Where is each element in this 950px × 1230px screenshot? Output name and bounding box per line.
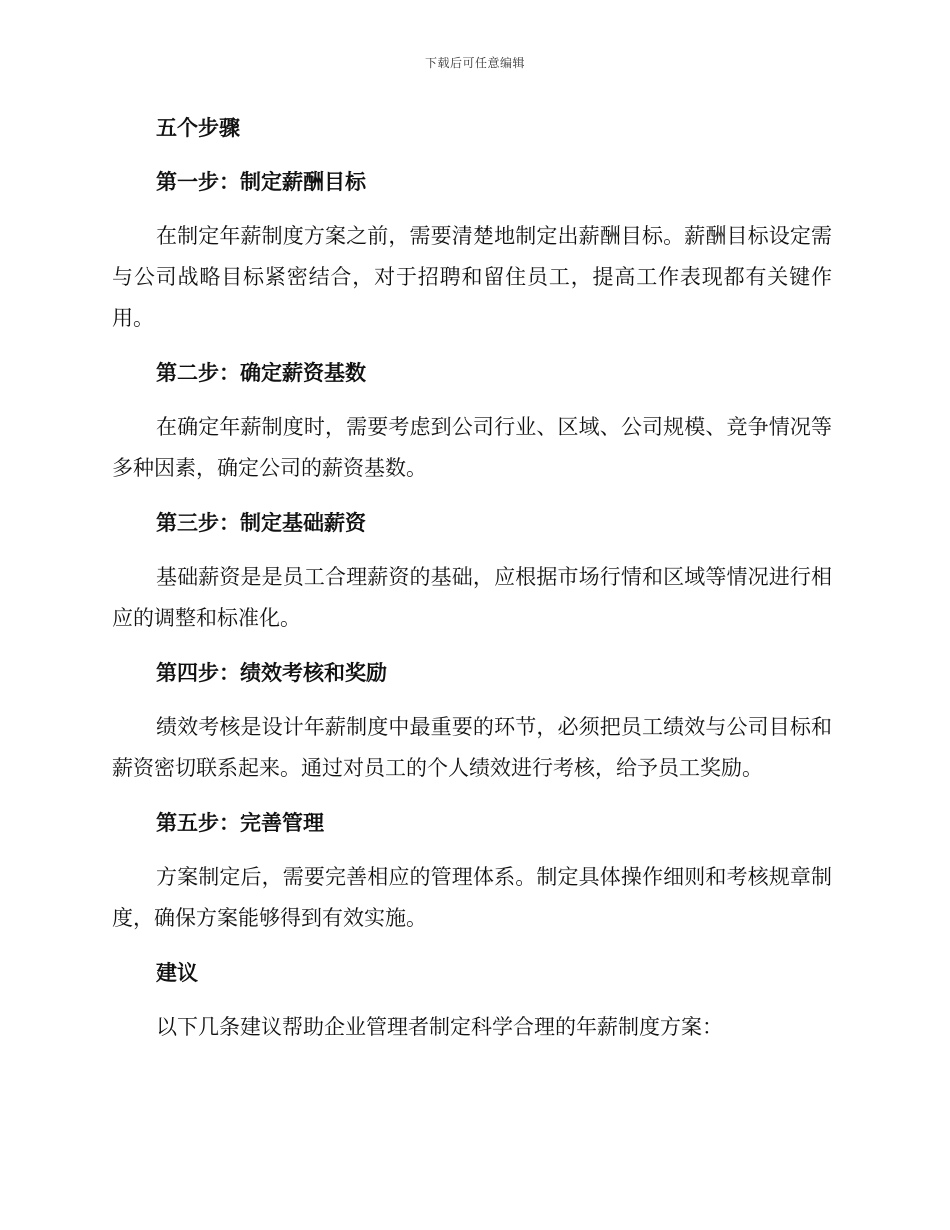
step-2-heading: 第二步：确定薪资基数	[156, 361, 366, 385]
suggestions-intro-paragraph: 以下几条建议帮助企业管理者制定科学合理的年薪制度方案：	[156, 1015, 723, 1039]
suggestions-heading: 建议	[156, 961, 198, 985]
step-2-paragraph: 在确定年薪制度时，需要考虑到公司行业、区域、公司规模、竞争情况等多种因素，确定公司的薪资基数。	[112, 415, 832, 480]
step-1-paragraph: 在制定年薪制度方案之前，需要清楚地制定出薪酬目标。薪酬目标设定需与公司战略目标紧密结合，对于招聘和留住员工，提高工作表现都有关键作用。	[112, 224, 832, 330]
step-3-paragraph: 基础薪资是是员工合理薪资的基础，应根据市场行情和区域等情况进行相应的调整和标准化。	[112, 565, 832, 630]
step-4-paragraph: 绩效考核是设计年薪制度中最重要的环节，必须把员工绩效与公司目标和薪资密切联系起来。通过对员工的个人绩效进行考核，给予员工奖励。	[112, 715, 832, 780]
section-heading-steps: 五个步骤	[156, 116, 240, 140]
step-5-paragraph: 方案制定后，需要完善相应的管理体系。制定具体操作细则和考核规章制度，确保方案能够得到有效实施。	[112, 865, 832, 930]
document-body	[112, 108, 832, 1062]
step-4-heading: 第四步：绩效考核和奖励	[156, 661, 387, 685]
step-5-heading: 第五步：完善管理	[156, 811, 324, 835]
step-3-heading: 第三步：制定基础薪资	[156, 511, 366, 535]
step-1-heading: 第一步：制定薪酬目标	[156, 170, 366, 194]
page-header: 下载后可任意编辑	[424, 56, 525, 70]
